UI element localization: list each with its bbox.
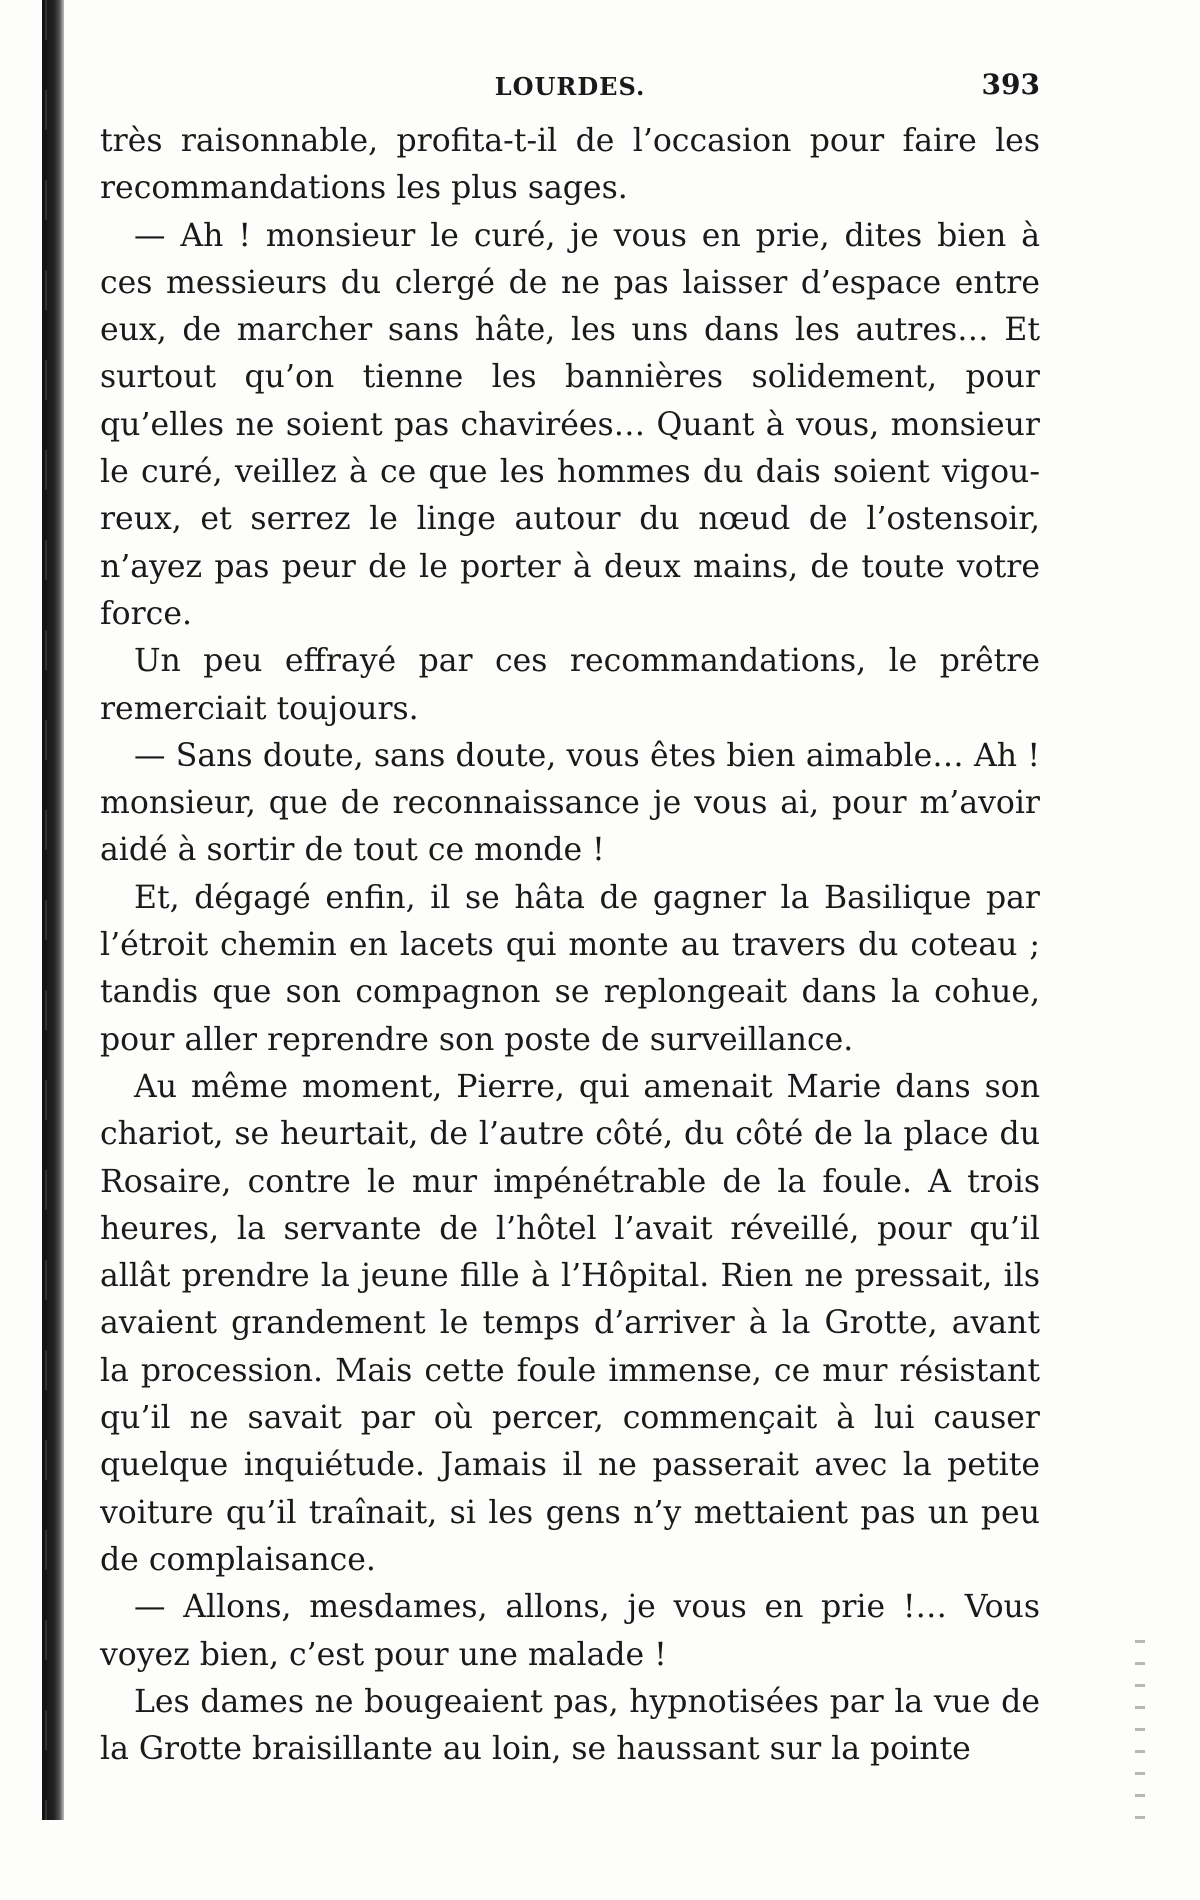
paragraph: Au même moment, Pierre, qui amenait Marie dans son chariot, se heurtait, de l’autre côté, du côté de la place du Rosaire, contre le mur impénétrable de la foule. A trois heures, la servante de l’hôtel l’avait réveillé, pour qu’il allât prendre la jeune fille à l’Hôpital. Rien ne pressait, ils avaient grandement le temps d’arriver à la Grotte, avant la procession. Mais cette foule immense, ce mur résistant qu’il ne savait par où percer, commençait à lui causer quelque inquiétude. Jamais il ne passerait avec la petite voiture qu’il traînait, si les gens n’y mettaient pas un peu de complaisance.: [100, 1068, 1040, 1578]
body-text: [100, 118, 1040, 1773]
running-title: LOURDES.: [494, 72, 646, 101]
paragraph: — Ah ! monsieur le curé, je vous en prie, dites bien à ces messieurs du clergé de ne pas laisser d’espace entre eux, de marcher sans hâte, les uns dans les autres… Et surtout qu’on tienne les bannières solidement, pour qu’elles ne soient pas chavirées… Quant à vous, monsieur le curé, veillez à ce que les hommes du dais soient vigoureux, et serrez le linge autour du nœud de l’ostensoir, n’ayez pas peur de le porter à deux mains, de toute votre force.: [100, 217, 1040, 632]
paragraph: Et, dégagé enfin, il se hâta de gagner la Basilique par l’étroit chemin en lacets qui monte au travers du coteau ; tandis que son compagnon se replongeait dans la cohue, pour aller reprendre son poste de surveillance.: [100, 879, 1040, 1058]
paragraph: très raisonnable, profita-t-il de l’occasion pour faire les recommandations les plus sages.: [100, 123, 1040, 207]
page-number: 393: [981, 68, 1040, 101]
scan-margin-marks: [1135, 1640, 1145, 1820]
paragraph: — Allons, mesdames, allons, je vous en prie !… Vous voyez bien, c’est pour une malade !: [100, 1589, 1040, 1673]
paragraph: Les dames ne bougeaient pas, hypnotisées par la vue de la Grotte braisillante au loin, se haussant sur la pointe: [100, 1683, 1040, 1768]
page-header: [100, 60, 1040, 100]
paragraph: Un peu effrayé par ces recommandations, le prêtre remerciait toujours.: [100, 643, 1040, 727]
paragraph: — Sans doute, sans doute, vous êtes bien aimable… Ah ! monsieur, que de reconnaissance je vous ai, pour m’avoir aidé à sortir de tout ce monde !: [100, 737, 1040, 869]
book-binding-edge: [42, 0, 64, 1820]
